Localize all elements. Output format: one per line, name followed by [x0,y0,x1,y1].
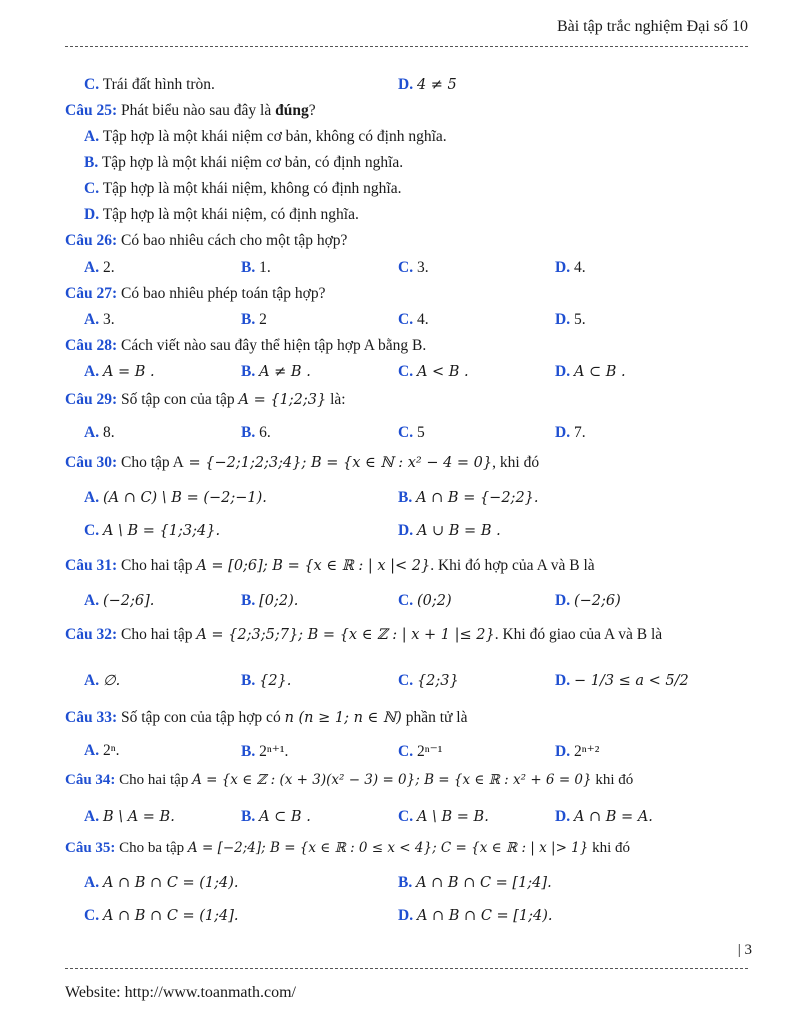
option-c: C. Trái đất hình tròn. [84,76,215,93]
q28-option-d: D. A ⊂ B . [555,363,626,380]
q32-option-c: C. {2;3} [398,672,459,689]
q29-option-c: C. 5 [398,424,425,441]
q33-option-a: A. 2ⁿ. [84,742,120,759]
q31-option-d: D. (−2;6) [555,592,621,609]
q25-option-b: B. Tập hợp là một khái niệm cơ bản, có định nghĩa. [84,154,404,171]
q31-option-c: C. (0;2) [398,592,452,609]
question-28: Câu 28: Cách viết nào sau đây thể hiện tập hợp A bằng B. [65,337,427,354]
q26-option-d: D. 4. [555,259,586,276]
q26-option-c: C. 3. [398,259,429,276]
question-33: Câu 33: Số tập con của tập hợp có n (n ≥ 1; n ∈ ℕ) phần tử là [65,709,468,726]
q26-option-b: B. 1. [241,259,271,276]
q35-option-b: B. A ∩ B ∩ C = [1;4]. [398,874,552,891]
q35-option-c: C. A ∩ B ∩ C = (1;4]. [84,907,239,924]
question-27: Câu 27: Có bao nhiêu phép toán tập hợp? [65,285,326,302]
q30-option-b: B. A ∩ B = {−2;2}. [398,489,539,506]
q34-option-a: A. B \ A = B. [84,808,175,825]
q27-option-c: C. 4. [398,311,429,328]
q35-option-d: D. A ∩ B ∩ C = [1;4). [398,907,553,924]
q27-option-d: D. 5. [555,311,586,328]
q31-option-a: A. (−2;6]. [84,592,155,609]
q34-option-d: D. A ∩ B = A. [555,808,653,825]
q30-option-d: D. A ∪ B = B . [398,522,501,539]
header-title: Bài tập trắc nghiệm Đại số 10 [556,18,748,35]
question-30: Câu 30: Cho tập A = {−2;1;2;3;4}; B = {x ∈ ℕ : x² − 4 = 0}, khi đó [65,454,540,471]
q27-option-a: A. 3. [84,311,115,328]
page-number: | 3 [737,942,752,958]
q34-option-c: C. A \ B = B. [398,808,489,825]
footer-divider [65,968,748,969]
question-26: Câu 26: Có bao nhiêu cách cho một tập hợp? [65,232,348,249]
q28-option-a: A. A = B . [84,363,155,380]
question-35: Câu 35: Cho ba tập A = [−2;4]; B = {x ∈ ℝ : 0 ≤ x < 4}; C = {x ∈ ℝ : | x |> 1} khi đó [65,840,631,856]
q33-option-c: C. 2ⁿ⁻¹ [398,743,443,760]
q29-option-b: B. 6. [241,424,271,441]
footer-website: Website: http://www.toanmath.com/ [65,984,296,1001]
question-32: Câu 32: Cho hai tập A = {2;3;5;7}; B = {x ∈ ℤ : | x + 1 |≤ 2}. Khi đó giao của A và B là [65,626,663,643]
q26-option-a: A. 2. [84,259,115,276]
q34-option-b: B. A ⊂ B . [241,808,311,825]
q33-option-d: D. 2ⁿ⁺² [555,743,600,760]
q30-option-a: A. (A ∩ C) \ B = (−2;−1). [84,489,267,506]
question-31: Câu 31: Cho hai tập A = [0;6]; B = {x ∈ ℝ : | x |< 2}. Khi đó hợp của A và B là [65,557,595,574]
q33-option-b: B. 2ⁿ⁺¹. [241,743,289,760]
question-34: Câu 34: Cho hai tập A = {x ∈ ℤ : (x + 3)(x² − 3) = 0}; B = {x ∈ ℝ : x² + 6 = 0} khi đó [65,772,634,788]
q32-option-b: B. {2}. [241,672,292,689]
q31-option-b: B. [0;2). [241,592,299,609]
q29-option-a: A. 8. [84,424,115,441]
q28-option-b: B. A ≠ B . [241,363,311,380]
q25-option-a: A. Tập hợp là một khái niệm cơ bản, không có định nghĩa. [84,128,447,145]
question-25: Câu 25: Phát biểu nào sau đây là đúng? [65,102,316,119]
q29-option-d: D. 7. [555,424,586,441]
q27-option-b: B. 2 [241,311,267,328]
q28-option-c: C. A < B . [398,363,469,380]
q32-option-a: A. ∅. [84,672,121,689]
header-divider [65,46,748,47]
q25-option-d: D. Tập hợp là một khái niệm, có định nghĩa. [84,206,359,223]
question-29: Câu 29: Số tập con của tập A = {1;2;3} là: [65,391,346,408]
q35-option-a: A. A ∩ B ∩ C = (1;4). [84,874,239,891]
q25-option-c: C. Tập hợp là một khái niệm, không có định nghĩa. [84,180,402,197]
q32-option-d: D. − 1/3 ≤ a < 5/2 [555,672,689,689]
option-d: D. 4 ≠ 5 [398,76,457,93]
q30-option-c: C. A \ B = {1;3;4}. [84,522,221,539]
